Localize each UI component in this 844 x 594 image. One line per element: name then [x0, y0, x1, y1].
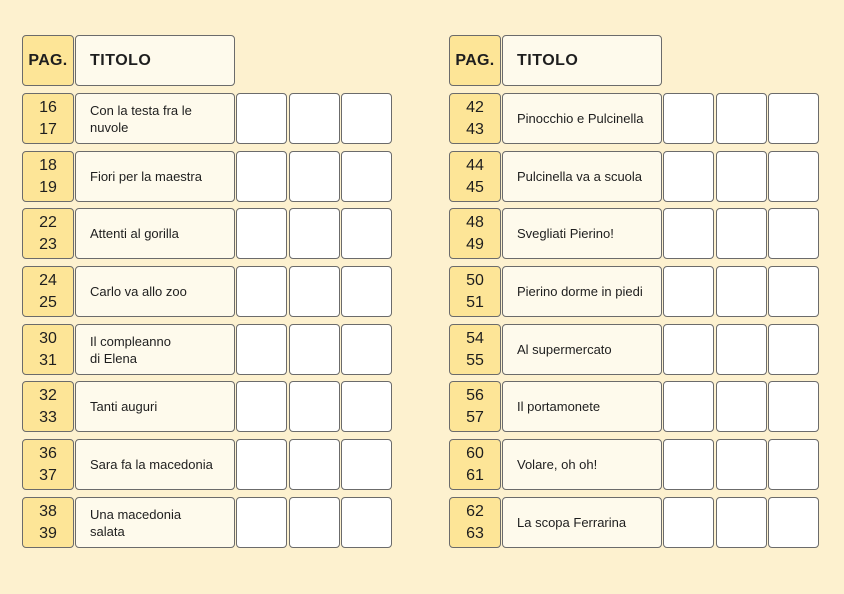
- check-box[interactable]: [236, 439, 287, 490]
- page-start: 42: [466, 98, 484, 116]
- page-start: 16: [39, 98, 57, 116]
- page-numbers: [449, 93, 501, 144]
- check-box[interactable]: [768, 93, 819, 144]
- header-titolo: TITOLO: [502, 35, 662, 86]
- story-title: Una macedonia salata: [75, 497, 235, 548]
- page-end: 33: [39, 408, 57, 426]
- check-box[interactable]: [289, 497, 340, 548]
- story-title: Carlo va allo zoo: [75, 266, 235, 317]
- check-box[interactable]: [663, 208, 714, 259]
- check-box[interactable]: [236, 497, 287, 548]
- page-start: 60: [466, 444, 484, 462]
- check-box[interactable]: [289, 93, 340, 144]
- check-box[interactable]: [236, 93, 287, 144]
- page-numbers: [449, 208, 501, 259]
- page-start: 48: [466, 213, 484, 231]
- check-box[interactable]: [341, 151, 392, 202]
- page-numbers: [449, 381, 501, 432]
- page-start: 50: [466, 271, 484, 289]
- page-end: 55: [466, 351, 484, 369]
- page-start: 22: [39, 213, 57, 231]
- check-box[interactable]: [341, 497, 392, 548]
- story-title: La scopa Ferrarina: [502, 497, 662, 548]
- story-title: Sara fa la macedonia: [75, 439, 235, 490]
- page-start: 30: [39, 329, 57, 347]
- check-box[interactable]: [341, 324, 392, 375]
- page-end: 49: [466, 235, 484, 253]
- page-start: 24: [39, 271, 57, 289]
- check-box[interactable]: [716, 324, 767, 375]
- check-box[interactable]: [716, 93, 767, 144]
- page-start: 32: [39, 386, 57, 404]
- page-numbers: [449, 324, 501, 375]
- story-title: Tanti auguri: [75, 381, 235, 432]
- check-box[interactable]: [236, 151, 287, 202]
- page-numbers: [449, 151, 501, 202]
- check-box[interactable]: [236, 208, 287, 259]
- check-box[interactable]: [663, 497, 714, 548]
- check-box[interactable]: [716, 497, 767, 548]
- page-numbers: [22, 266, 74, 317]
- check-box[interactable]: [236, 381, 287, 432]
- story-title: Attenti al gorilla: [75, 208, 235, 259]
- check-box[interactable]: [716, 208, 767, 259]
- check-box[interactable]: [716, 151, 767, 202]
- check-box[interactable]: [341, 93, 392, 144]
- check-box[interactable]: [768, 266, 819, 317]
- check-box[interactable]: [663, 324, 714, 375]
- page-numbers: [449, 497, 501, 548]
- check-box[interactable]: [236, 266, 287, 317]
- check-box[interactable]: [289, 324, 340, 375]
- story-title: Fiori per la maestra: [75, 151, 235, 202]
- check-box[interactable]: [341, 439, 392, 490]
- page-numbers: [22, 208, 74, 259]
- page-end: 25: [39, 293, 57, 311]
- check-box[interactable]: [289, 439, 340, 490]
- page-end: 37: [39, 466, 57, 484]
- check-box[interactable]: [716, 266, 767, 317]
- page-numbers: [22, 324, 74, 375]
- page-start: 56: [466, 386, 484, 404]
- check-box[interactable]: [236, 324, 287, 375]
- page-end: 45: [466, 178, 484, 196]
- check-box[interactable]: [663, 93, 714, 144]
- page-start: 54: [466, 329, 484, 347]
- story-title: Pulcinella va a scuola: [502, 151, 662, 202]
- check-box[interactable]: [289, 266, 340, 317]
- check-box[interactable]: [768, 208, 819, 259]
- check-box[interactable]: [289, 151, 340, 202]
- page-numbers: [22, 439, 74, 490]
- story-title: Volare, oh oh!: [502, 439, 662, 490]
- check-box[interactable]: [663, 266, 714, 317]
- page-end: 19: [39, 178, 57, 196]
- header-pag: PAG.: [449, 35, 501, 86]
- check-box[interactable]: [716, 381, 767, 432]
- page-start: 44: [466, 156, 484, 174]
- page-start: 18: [39, 156, 57, 174]
- page-start: 38: [39, 502, 57, 520]
- check-box[interactable]: [341, 266, 392, 317]
- page-start: 36: [39, 444, 57, 462]
- check-box[interactable]: [768, 151, 819, 202]
- story-title: Svegliati Pierino!: [502, 208, 662, 259]
- check-box[interactable]: [768, 497, 819, 548]
- page-numbers: [22, 93, 74, 144]
- check-box[interactable]: [663, 151, 714, 202]
- page-end: 43: [466, 120, 484, 138]
- story-title: Con la testa fra le nuvole: [75, 93, 235, 144]
- check-box[interactable]: [768, 439, 819, 490]
- page-numbers: [449, 439, 501, 490]
- story-title: Il portamonete: [502, 381, 662, 432]
- check-box[interactable]: [663, 381, 714, 432]
- page-end: 57: [466, 408, 484, 426]
- page-start: 62: [466, 502, 484, 520]
- check-box[interactable]: [663, 439, 714, 490]
- page-numbers: [22, 381, 74, 432]
- page-numbers: [22, 151, 74, 202]
- story-title: Pinocchio e Pulcinella: [502, 93, 662, 144]
- header-pag: PAG.: [22, 35, 74, 86]
- check-box[interactable]: [341, 208, 392, 259]
- story-title: Pierino dorme in piedi: [502, 266, 662, 317]
- story-title: Al supermercato: [502, 324, 662, 375]
- page-end: 63: [466, 524, 484, 542]
- page-end: 51: [466, 293, 484, 311]
- header-titolo: TITOLO: [75, 35, 235, 86]
- page-numbers: [449, 266, 501, 317]
- check-box[interactable]: [716, 439, 767, 490]
- check-box[interactable]: [289, 208, 340, 259]
- check-box[interactable]: [289, 381, 340, 432]
- check-box[interactable]: [341, 381, 392, 432]
- page-end: 39: [39, 524, 57, 542]
- page-end: 23: [39, 235, 57, 253]
- story-title: Il compleanno di Elena: [75, 324, 235, 375]
- check-box[interactable]: [768, 324, 819, 375]
- page-numbers: [22, 497, 74, 548]
- page-end: 31: [39, 351, 57, 369]
- check-box[interactable]: [768, 381, 819, 432]
- page-end: 17: [39, 120, 57, 138]
- page-end: 61: [466, 466, 484, 484]
